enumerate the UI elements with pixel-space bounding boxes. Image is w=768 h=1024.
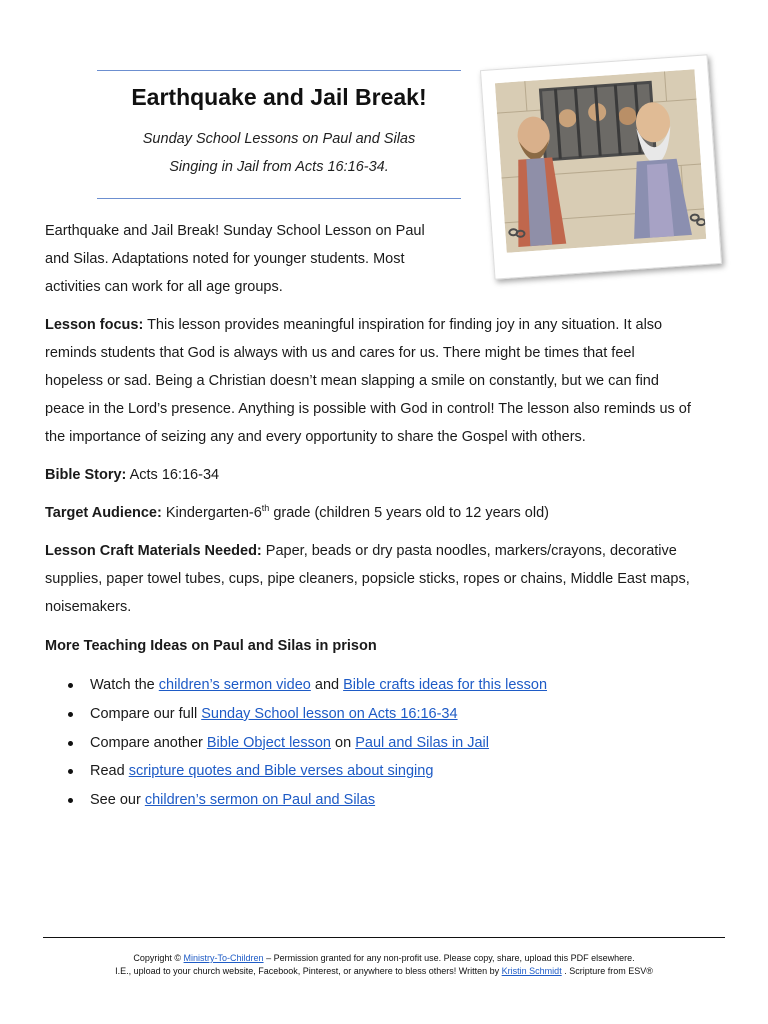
list-item-text: Compare our full (90, 705, 198, 722)
bible-story-value: Acts 16:16-34 (129, 467, 220, 483)
target-audience-grade: Kindergarten-6 (165, 505, 262, 521)
subtitle-line-1: Sunday School Lessons on Paul and Silas (142, 131, 416, 147)
title-rule-top (97, 70, 461, 71)
list-item-text: and (314, 677, 340, 693)
childrens-sermon-video-link[interactable]: children’s sermon video (158, 677, 311, 693)
list-item (45, 700, 725, 729)
intro-paragraph (45, 217, 445, 301)
ordinal-suffix: th (261, 503, 270, 514)
more-ideas-heading: More Teaching Ideas on Paul and Silas in prison (45, 638, 377, 654)
more-ideas-list (45, 671, 725, 815)
lesson-focus-text: peace in the Lord’s presence. Anything is possible with God in control! The lesson also reminds us of (45, 401, 691, 417)
lesson-focus-label: Lesson focus: (45, 317, 144, 333)
footer-text: Copyright © (133, 953, 182, 963)
craft-materials-text: noisemakers. (45, 599, 132, 615)
footer-text: I.E., upload to your church website, Facebook, Pinterest, or anywhere to bless others! Written by (115, 966, 500, 976)
footer-text: . Scripture from ESV® (564, 966, 653, 976)
author-link[interactable]: Kristin Schmidt (501, 966, 562, 976)
page-title: Earthquake and Jail Break! (131, 84, 427, 110)
lesson-focus-text: reminds students that God is always with us and cares for us. There might be times that feel (45, 345, 635, 361)
sunday-school-lesson-link[interactable]: Sunday School lesson on Acts 16:16-34 (201, 705, 458, 722)
intro-line: Earthquake and Jail Break! Sunday School Lesson on Paul (45, 223, 425, 239)
footer-text: – Permission granted for any non-profit use. Please copy, share, upload this PDF elsewhere. (266, 953, 635, 963)
bible-object-lesson-link[interactable]: Bible Object lesson (206, 734, 331, 751)
intro-line: and Silas. Adaptations noted for younger students. Most (45, 251, 405, 267)
target-audience-detail: grade (children 5 years old to 12 years old) (273, 505, 549, 521)
footer-divider (43, 937, 725, 938)
bible-story-label: Bible Story: (45, 467, 127, 483)
list-item (45, 786, 725, 815)
list-item (45, 729, 725, 758)
paul-and-silas-in-jail-link[interactable]: Paul and Silas in Jail (355, 734, 490, 751)
lesson-focus-text: This lesson provides meaningful inspiration for finding joy in any situation. It also (147, 317, 663, 333)
target-audience-label: Target Audience: (45, 505, 162, 521)
footer (43, 952, 725, 978)
lesson-focus-text: the importance of seizing any and every opportunity to share the Gospel with others. (45, 429, 586, 445)
illustration-photo (480, 54, 722, 279)
craft-materials-paragraph (45, 537, 725, 621)
craft-materials-text: supplies, paper towel tubes, cups, pipe cleaners, popsicle sticks, ropes or chains, Middle East maps, (45, 571, 690, 587)
list-item-text: on (335, 734, 352, 751)
lesson-focus-text: hopeless or sad. Being a Christian doesn’t mean slapping a smile on constantly, but we can find (45, 373, 659, 389)
scripture-quotes-link[interactable]: scripture quotes and Bible verses about singing (128, 763, 434, 780)
target-audience-line (45, 499, 725, 527)
bible-story-line (45, 461, 725, 489)
craft-materials-text: Paper, beads or dry pasta noodles, markers/crayons, decorative (265, 543, 677, 559)
list-item (45, 757, 725, 786)
list-item (45, 671, 725, 700)
subtitle-line-2: Singing in Jail from Acts 16:16-34. (169, 159, 389, 175)
craft-materials-label: Lesson Craft Materials Needed: (45, 543, 262, 559)
childrens-sermon-link[interactable]: children’s sermon on Paul and Silas (144, 792, 376, 809)
list-item-text: Read (90, 763, 125, 780)
list-item-text: Compare another (90, 734, 203, 751)
title-rule-bottom (97, 198, 461, 199)
paul-and-silas-jail-icon (495, 69, 706, 253)
ministry-to-children-link[interactable]: Ministry-To-Children (183, 953, 264, 963)
list-item-text: Watch the (90, 677, 155, 693)
list-item-text: See our (90, 792, 141, 809)
intro-line: activities can work for all age groups. (45, 279, 283, 295)
bible-crafts-ideas-link[interactable]: Bible crafts ideas for this lesson (343, 677, 548, 693)
lesson-focus-paragraph (45, 311, 725, 451)
